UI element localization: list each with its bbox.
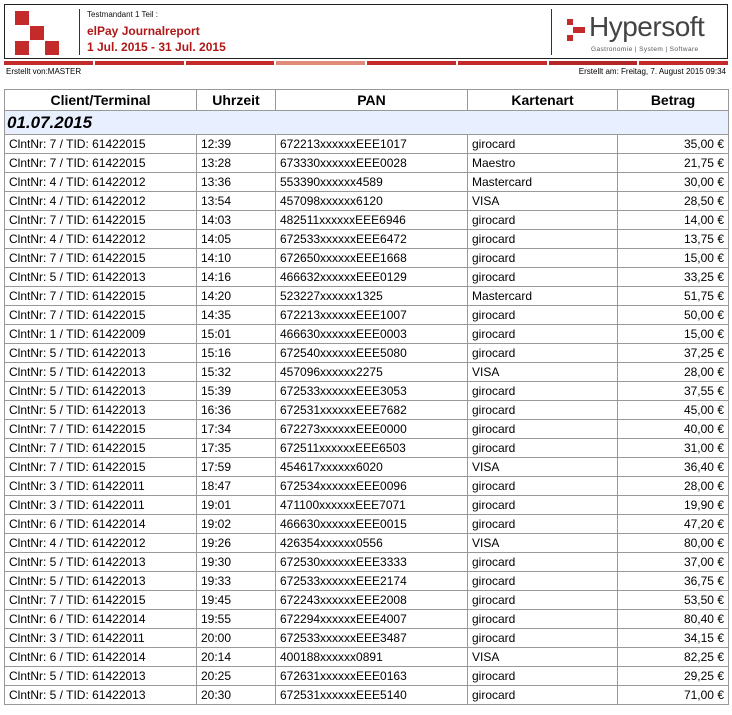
cell-terminal: ClntNr: 4 / TID: 61422012 (5, 192, 197, 211)
header-divider (551, 9, 552, 55)
cell-amount: 19,90 € (618, 496, 729, 515)
cell-card-type: girocard (468, 344, 618, 363)
cell-amount: 35,00 € (618, 135, 729, 154)
cell-time: 14:16 (197, 268, 276, 287)
cell-terminal: ClntNr: 5 / TID: 61422013 (5, 553, 197, 572)
color-bar-segment (549, 61, 638, 65)
cell-time: 17:59 (197, 458, 276, 477)
cell-card-type: girocard (468, 230, 618, 249)
cell-amount: 40,00 € (618, 420, 729, 439)
hypersoft-logo-icon (567, 19, 585, 41)
cell-pan: 454617xxxxxx6020 (276, 458, 468, 477)
cell-terminal: ClntNr: 5 / TID: 61422013 (5, 667, 197, 686)
column-header-pan: PAN (276, 90, 468, 111)
cell-pan: 672294xxxxxxEEE4007 (276, 610, 468, 629)
cell-card-type: girocard (468, 610, 618, 629)
color-bar-segment (458, 61, 547, 65)
cell-card-type: girocard (468, 211, 618, 230)
report-title: elPay Journalreport (87, 24, 200, 38)
cell-amount: 33,25 € (618, 268, 729, 287)
cell-amount: 37,55 € (618, 382, 729, 401)
cell-amount: 14,00 € (618, 211, 729, 230)
cell-amount: 13,75 € (618, 230, 729, 249)
cell-card-type: girocard (468, 496, 618, 515)
cell-card-type: Mastercard (468, 173, 618, 192)
cell-terminal: ClntNr: 5 / TID: 61422013 (5, 344, 197, 363)
journal-table (4, 89, 729, 705)
table-row (5, 363, 729, 382)
cell-card-type: VISA (468, 363, 618, 382)
cell-time: 19:30 (197, 553, 276, 572)
cell-pan: 672533xxxxxxEEE3053 (276, 382, 468, 401)
table-row (5, 515, 729, 534)
cell-pan: 457098xxxxxx6120 (276, 192, 468, 211)
table-row (5, 534, 729, 553)
cell-pan: 672243xxxxxxEEE2008 (276, 591, 468, 610)
cell-amount: 53,50 € (618, 591, 729, 610)
cell-time: 13:28 (197, 154, 276, 173)
table-row (5, 477, 729, 496)
cell-amount: 28,00 € (618, 363, 729, 382)
cell-pan: 553390xxxxxx4589 (276, 173, 468, 192)
cell-amount: 15,00 € (618, 249, 729, 268)
cell-card-type: girocard (468, 382, 618, 401)
cell-terminal: ClntNr: 4 / TID: 61422012 (5, 534, 197, 553)
cell-pan: 466630xxxxxxEEE0015 (276, 515, 468, 534)
cell-card-type: girocard (468, 553, 618, 572)
cell-terminal: ClntNr: 5 / TID: 61422013 (5, 572, 197, 591)
cell-amount: 15,00 € (618, 325, 729, 344)
cell-amount: 50,00 € (618, 306, 729, 325)
cell-amount: 82,25 € (618, 648, 729, 667)
cell-terminal: ClntNr: 7 / TID: 61422015 (5, 439, 197, 458)
cell-amount: 28,50 € (618, 192, 729, 211)
cell-card-type: VISA (468, 192, 618, 211)
cell-card-type: girocard (468, 667, 618, 686)
cell-time: 17:34 (197, 420, 276, 439)
report-header (4, 4, 728, 59)
cell-pan: 466632xxxxxxEEE0129 (276, 268, 468, 287)
header-divider (79, 9, 80, 55)
table-row (5, 306, 729, 325)
table-row (5, 667, 729, 686)
cell-amount: 37,00 € (618, 553, 729, 572)
cell-pan: 466630xxxxxxEEE0003 (276, 325, 468, 344)
column-header-terminal: Client/Terminal (5, 90, 197, 111)
cell-amount: 30,00 € (618, 173, 729, 192)
cell-terminal: ClntNr: 5 / TID: 61422013 (5, 401, 197, 420)
color-bar-segment (367, 61, 456, 65)
client-logo-icon (15, 11, 59, 55)
color-bar (4, 61, 728, 65)
color-bar-segment (95, 61, 184, 65)
cell-terminal: ClntNr: 7 / TID: 61422015 (5, 287, 197, 306)
cell-pan: 672534xxxxxxEEE0096 (276, 477, 468, 496)
cell-card-type: Maestro (468, 154, 618, 173)
cell-card-type: VISA (468, 458, 618, 477)
column-header-amount: Betrag (618, 90, 729, 111)
cell-terminal: ClntNr: 5 / TID: 61422013 (5, 268, 197, 287)
cell-terminal: ClntNr: 5 / TID: 61422013 (5, 382, 197, 401)
cell-time: 20:25 (197, 667, 276, 686)
cell-pan: 672273xxxxxxEEE0000 (276, 420, 468, 439)
cell-card-type: girocard (468, 477, 618, 496)
cell-pan: 672511xxxxxxEEE6503 (276, 439, 468, 458)
cell-terminal: ClntNr: 6 / TID: 61422014 (5, 515, 197, 534)
cell-pan: 673330xxxxxxEEE0028 (276, 154, 468, 173)
color-bar-segment (186, 61, 275, 65)
cell-terminal: ClntNr: 7 / TID: 61422015 (5, 135, 197, 154)
cell-pan: 672531xxxxxxEEE7682 (276, 401, 468, 420)
table-row (5, 572, 729, 591)
cell-card-type: girocard (468, 515, 618, 534)
cell-terminal: ClntNr: 7 / TID: 61422015 (5, 420, 197, 439)
cell-time: 15:01 (197, 325, 276, 344)
cell-card-type: VISA (468, 534, 618, 553)
cell-time: 14:35 (197, 306, 276, 325)
table-row (5, 344, 729, 363)
cell-time: 15:32 (197, 363, 276, 382)
cell-time: 18:47 (197, 477, 276, 496)
column-header-card-type: Kartenart (468, 90, 618, 111)
cell-card-type: girocard (468, 249, 618, 268)
cell-pan: 672650xxxxxxEEE1668 (276, 249, 468, 268)
cell-card-type: VISA (468, 648, 618, 667)
cell-terminal: ClntNr: 7 / TID: 61422015 (5, 249, 197, 268)
cell-pan: 457096xxxxxx2275 (276, 363, 468, 382)
cell-card-type: girocard (468, 401, 618, 420)
table-row (5, 420, 729, 439)
created-on: Erstellt am: Freitag, 7. August 2015 09:34 (578, 67, 726, 76)
cell-terminal: ClntNr: 7 / TID: 61422015 (5, 591, 197, 610)
cell-terminal: ClntNr: 7 / TID: 61422015 (5, 211, 197, 230)
table-header-row (5, 90, 729, 111)
cell-amount: 36,75 € (618, 572, 729, 591)
cell-time: 20:00 (197, 629, 276, 648)
date-group-label: 01.07.2015 (5, 111, 729, 135)
cell-card-type: girocard (468, 306, 618, 325)
cell-amount: 34,15 € (618, 629, 729, 648)
cell-terminal: ClntNr: 7 / TID: 61422015 (5, 154, 197, 173)
cell-amount: 37,25 € (618, 344, 729, 363)
cell-pan: 523227xxxxxx1325 (276, 287, 468, 306)
report-date-range: 1 Jul. 2015 - 31 Jul. 2015 (87, 40, 226, 54)
cell-time: 20:30 (197, 686, 276, 705)
table-row (5, 629, 729, 648)
cell-time: 16:36 (197, 401, 276, 420)
table-row (5, 648, 729, 667)
cell-pan: 672533xxxxxxEEE6472 (276, 230, 468, 249)
cell-terminal: ClntNr: 5 / TID: 61422013 (5, 363, 197, 382)
cell-card-type: girocard (468, 591, 618, 610)
table-row (5, 268, 729, 287)
cell-card-type: girocard (468, 572, 618, 591)
table-row (5, 173, 729, 192)
table-row (5, 192, 729, 211)
cell-time: 14:03 (197, 211, 276, 230)
cell-time: 17:35 (197, 439, 276, 458)
cell-time: 19:02 (197, 515, 276, 534)
cell-time: 19:01 (197, 496, 276, 515)
table-row (5, 458, 729, 477)
cell-time: 13:36 (197, 173, 276, 192)
cell-card-type: Mastercard (468, 287, 618, 306)
cell-card-type: girocard (468, 325, 618, 344)
cell-terminal: ClntNr: 7 / TID: 61422015 (5, 458, 197, 477)
table-row (5, 591, 729, 610)
cell-card-type: girocard (468, 268, 618, 287)
cell-time: 19:55 (197, 610, 276, 629)
table-row (5, 249, 729, 268)
cell-pan: 672531xxxxxxEEE5140 (276, 686, 468, 705)
table-row (5, 686, 729, 705)
cell-card-type: girocard (468, 439, 618, 458)
cell-pan: 482511xxxxxxEEE6946 (276, 211, 468, 230)
brand-tagline: Gastronomie | System | Software (591, 46, 699, 53)
cell-pan: 426354xxxxxx0556 (276, 534, 468, 553)
cell-amount: 51,75 € (618, 287, 729, 306)
cell-time: 14:20 (197, 287, 276, 306)
color-bar-segment (276, 61, 365, 65)
cell-time: 15:39 (197, 382, 276, 401)
date-group-row (5, 111, 729, 135)
cell-time: 13:54 (197, 192, 276, 211)
cell-terminal: ClntNr: 7 / TID: 61422015 (5, 306, 197, 325)
table-row (5, 553, 729, 572)
cell-amount: 21,75 € (618, 154, 729, 173)
cell-terminal: ClntNr: 6 / TID: 61422014 (5, 610, 197, 629)
cell-pan: 672213xxxxxxEEE1007 (276, 306, 468, 325)
cell-amount: 45,00 € (618, 401, 729, 420)
table-row (5, 154, 729, 173)
cell-pan: 672533xxxxxxEEE2174 (276, 572, 468, 591)
cell-amount: 71,00 € (618, 686, 729, 705)
cell-card-type: girocard (468, 629, 618, 648)
created-by: Erstellt von:MASTER (6, 67, 82, 76)
cell-terminal: ClntNr: 4 / TID: 61422012 (5, 173, 197, 192)
table-row (5, 230, 729, 249)
cell-amount: 36,40 € (618, 458, 729, 477)
brand-name: Hypersoft (589, 11, 705, 42)
cell-time: 19:45 (197, 591, 276, 610)
cell-time: 14:10 (197, 249, 276, 268)
cell-card-type: girocard (468, 420, 618, 439)
table-row (5, 135, 729, 154)
cell-amount: 47,20 € (618, 515, 729, 534)
cell-pan: 471100xxxxxxEEE7071 (276, 496, 468, 515)
cell-pan: 672631xxxxxxEEE0163 (276, 667, 468, 686)
table-row (5, 439, 729, 458)
cell-pan: 672213xxxxxxEEE1017 (276, 135, 468, 154)
client-name: Testmandant 1 Teil : (87, 10, 159, 19)
table-row (5, 496, 729, 515)
table-row (5, 211, 729, 230)
cell-terminal: ClntNr: 6 / TID: 61422014 (5, 648, 197, 667)
cell-amount: 80,00 € (618, 534, 729, 553)
cell-amount: 29,25 € (618, 667, 729, 686)
cell-time: 20:14 (197, 648, 276, 667)
cell-pan: 400188xxxxxx0891 (276, 648, 468, 667)
cell-card-type: girocard (468, 135, 618, 154)
cell-terminal: ClntNr: 1 / TID: 61422009 (5, 325, 197, 344)
cell-pan: 672540xxxxxxEEE5080 (276, 344, 468, 363)
cell-time: 19:26 (197, 534, 276, 553)
cell-time: 14:05 (197, 230, 276, 249)
color-bar-segment (639, 61, 728, 65)
cell-amount: 31,00 € (618, 439, 729, 458)
table-row (5, 382, 729, 401)
cell-amount: 80,40 € (618, 610, 729, 629)
cell-terminal: ClntNr: 3 / TID: 61422011 (5, 496, 197, 515)
cell-pan: 672533xxxxxxEEE3487 (276, 629, 468, 648)
cell-time: 15:16 (197, 344, 276, 363)
column-header-time: Uhrzeit (197, 90, 276, 111)
cell-terminal: ClntNr: 4 / TID: 61422012 (5, 230, 197, 249)
cell-terminal: ClntNr: 3 / TID: 61422011 (5, 477, 197, 496)
cell-amount: 28,00 € (618, 477, 729, 496)
cell-card-type: girocard (468, 686, 618, 705)
cell-terminal: ClntNr: 5 / TID: 61422013 (5, 686, 197, 705)
table-row (5, 325, 729, 344)
color-bar-segment (4, 61, 93, 65)
table-row (5, 610, 729, 629)
cell-time: 12:39 (197, 135, 276, 154)
cell-time: 19:33 (197, 572, 276, 591)
cell-pan: 672530xxxxxxEEE3333 (276, 553, 468, 572)
table-row (5, 401, 729, 420)
cell-terminal: ClntNr: 3 / TID: 61422011 (5, 629, 197, 648)
table-row (5, 287, 729, 306)
